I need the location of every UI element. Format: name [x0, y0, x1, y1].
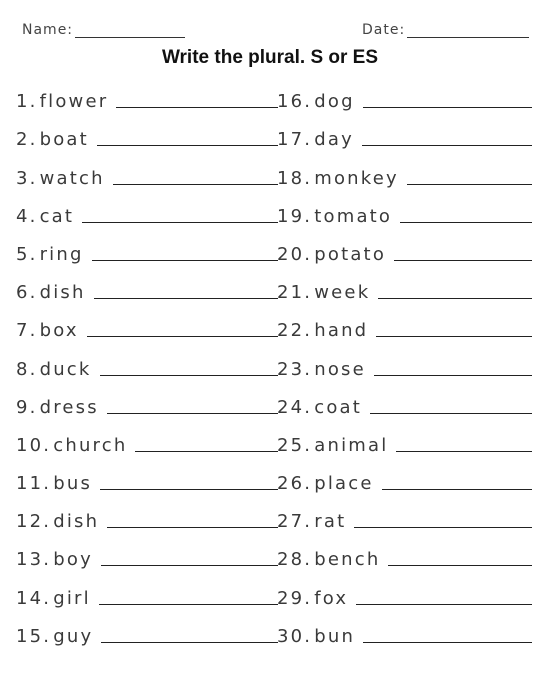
left-column: [16, 80, 278, 653]
answer-blank[interactable]: [100, 375, 278, 376]
worksheet-item: [277, 347, 532, 385]
worksheet-item: [16, 156, 278, 194]
worksheet-item: [16, 271, 278, 309]
item-word: bus: [53, 473, 93, 495]
item-word: dish: [53, 511, 100, 533]
answer-blank[interactable]: [363, 107, 532, 108]
item-number: 24.: [277, 396, 313, 418]
item-word: place: [314, 473, 374, 495]
item-number: 23.: [277, 358, 313, 380]
item-number: 1.: [16, 91, 38, 113]
item-word: church: [53, 434, 128, 456]
answer-blank[interactable]: [107, 413, 278, 414]
item-word: rat: [314, 511, 347, 533]
answer-blank[interactable]: [100, 489, 278, 490]
answer-blank[interactable]: [363, 642, 532, 643]
answer-blank[interactable]: [101, 565, 278, 566]
item-number: 15.: [16, 625, 52, 647]
worksheet-item: [277, 386, 532, 424]
item-word: fox: [314, 587, 349, 609]
worksheet-item: [16, 386, 278, 424]
answer-blank[interactable]: [94, 298, 278, 299]
worksheet-item: [16, 309, 278, 347]
answer-blank[interactable]: [374, 375, 532, 376]
worksheet-item: [16, 576, 278, 614]
answer-blank[interactable]: [382, 489, 532, 490]
answer-blank[interactable]: [87, 336, 278, 337]
worksheet-item: [277, 309, 532, 347]
answer-blank[interactable]: [378, 298, 532, 299]
worksheet-item: [277, 462, 532, 500]
item-word: nose: [314, 358, 366, 380]
name-field: [22, 22, 185, 38]
worksheet-item: [277, 538, 532, 576]
item-number: 10.: [16, 434, 52, 456]
item-word: boy: [53, 549, 93, 571]
worksheet-item: [16, 118, 278, 156]
item-word: dish: [39, 282, 86, 304]
answer-blank[interactable]: [400, 222, 532, 223]
item-number: 17.: [277, 129, 313, 151]
item-number: 2.: [16, 129, 38, 151]
item-word: boat: [39, 129, 89, 151]
answer-blank[interactable]: [394, 260, 532, 261]
item-number: 26.: [277, 473, 313, 495]
worksheet-item: [277, 156, 532, 194]
answer-blank[interactable]: [370, 413, 532, 414]
date-label: Date:: [362, 22, 406, 38]
answer-blank[interactable]: [354, 527, 532, 528]
worksheet-item: [277, 424, 532, 462]
item-word: hand: [314, 320, 369, 342]
item-number: 29.: [277, 587, 313, 609]
item-number: 13.: [16, 549, 52, 571]
worksheet-item: [277, 271, 532, 309]
worksheet-item: [277, 195, 532, 233]
answer-blank[interactable]: [396, 451, 532, 452]
answer-blank[interactable]: [376, 336, 532, 337]
worksheet-item: [16, 424, 278, 462]
name-label: Name:: [22, 22, 74, 38]
item-word: coat: [314, 396, 363, 418]
answer-blank[interactable]: [82, 222, 278, 223]
answer-blank[interactable]: [362, 145, 532, 146]
worksheet-item: [16, 347, 278, 385]
answer-blank[interactable]: [113, 184, 278, 185]
item-number: 9.: [16, 396, 38, 418]
item-word: ring: [39, 243, 84, 265]
item-word: day: [314, 129, 354, 151]
answer-blank[interactable]: [107, 527, 278, 528]
name-input-line[interactable]: [75, 25, 185, 38]
page-title: Write the plural. S or ES: [161, 47, 379, 68]
item-number: 16.: [277, 91, 313, 113]
answer-blank[interactable]: [356, 604, 532, 605]
worksheet-item: [277, 576, 532, 614]
item-word: guy: [53, 625, 94, 647]
item-word: watch: [39, 167, 105, 189]
worksheet-item: [277, 500, 532, 538]
item-number: 8.: [16, 358, 38, 380]
worksheet-item: [277, 233, 532, 271]
item-word: duck: [39, 358, 92, 380]
item-number: 18.: [277, 167, 313, 189]
item-number: 12.: [16, 511, 52, 533]
item-word: monkey: [314, 167, 399, 189]
item-number: 22.: [277, 320, 313, 342]
item-word: week: [314, 282, 371, 304]
item-word: dog: [314, 91, 355, 113]
answer-blank[interactable]: [135, 451, 278, 452]
date-field: [362, 22, 529, 38]
item-number: 25.: [277, 434, 313, 456]
item-number: 30.: [277, 625, 313, 647]
item-word: cat: [39, 205, 75, 227]
item-number: 3.: [16, 167, 38, 189]
item-word: girl: [53, 587, 91, 609]
item-word: tomato: [314, 205, 393, 227]
answer-blank[interactable]: [99, 604, 278, 605]
worksheet-item: [16, 500, 278, 538]
item-number: 11.: [16, 473, 52, 495]
worksheet-item: [277, 615, 532, 653]
item-number: 7.: [16, 320, 38, 342]
answer-blank[interactable]: [92, 260, 278, 261]
item-number: 27.: [277, 511, 313, 533]
right-column: [277, 80, 532, 653]
item-number: 21.: [277, 282, 313, 304]
item-word: dress: [39, 396, 99, 418]
item-word: potato: [314, 243, 387, 265]
date-input-line[interactable]: [407, 25, 529, 38]
answer-blank[interactable]: [116, 107, 278, 108]
item-number: 4.: [16, 205, 38, 227]
item-word: animal: [314, 434, 389, 456]
item-number: 19.: [277, 205, 313, 227]
worksheet-item: [16, 233, 278, 271]
item-number: 6.: [16, 282, 38, 304]
worksheet-item: [16, 538, 278, 576]
worksheet-item: [16, 462, 278, 500]
worksheet-item: [16, 195, 278, 233]
item-word: bun: [314, 625, 356, 647]
answer-blank[interactable]: [407, 184, 532, 185]
worksheet-item: [277, 80, 532, 118]
worksheet-item: [16, 615, 278, 653]
worksheet-item: [277, 118, 532, 156]
item-number: 28.: [277, 549, 313, 571]
item-word: bench: [314, 549, 381, 571]
answer-blank[interactable]: [97, 145, 278, 146]
answer-blank[interactable]: [101, 642, 278, 643]
worksheet-item: [16, 80, 278, 118]
item-word: flower: [39, 91, 109, 113]
item-number: 5.: [16, 243, 38, 265]
answer-blank[interactable]: [388, 565, 532, 566]
item-number: 14.: [16, 587, 52, 609]
item-number: 20.: [277, 243, 313, 265]
item-word: box: [39, 320, 79, 342]
